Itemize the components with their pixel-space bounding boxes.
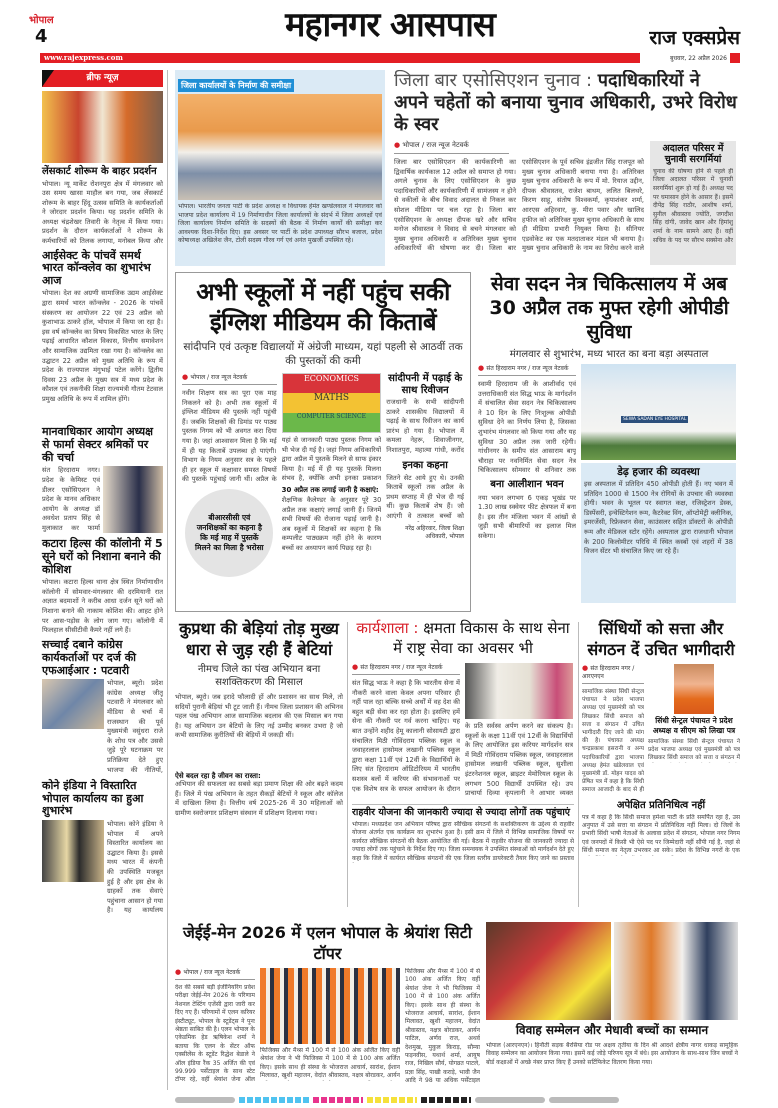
section-subhead: 30 अप्रैल तक लगाई जानी है कक्षाएं: bbox=[281, 486, 379, 494]
col bbox=[260, 968, 400, 1085]
brief-body: संत हिरदाराम नगर। प्रदेश के केमिस्ट एवं डीलर एसोसिएशन ने प्रदेश के मानव अधिकार आयोग के अध्यक्ष डॉ अवधेश प्रताप सिंह से मुलाकात कर फार्मा bbox=[42, 466, 100, 532]
row bbox=[478, 364, 740, 603]
info-box bbox=[581, 463, 736, 603]
story-text: जिला बार एसोसिएशन की कार्यकारिणी का द्विवार्षिक कार्यकाल 12 अप्रैल को समाप्त हो गया। अगले चुनाव के लिए एसोसिएशन के कुछ पदाधिकारियों और कार्यकारिणी में सामंजस्य न होने से वकीलों के बीच विवाद अदालत से निकल कर सोशल मीडिया पर चल रहा है। जिला बार एसोसिएशन के अध्यक्ष दीपक खरे और सचिव मनोज श्रीवास्तव ने विवाद से बचने मंगलवार को मुख्य चुनाव अधिकारी व अतिरिक्त मुख्य चुनाव अधिकारियों की घोषणा कर दी। जिला बार एसोसिएशन के पूर्व सचिव इंद्रजीत सिंह राजपूत को मुख्य चुनाव अधिकारी बनाया गया है। अतिरिक्त मुख्य चुनाव अधिकारी के रूप में मो. रियाज उद्दीन, दीपक श्रीवास्तव, राजेश बाथम, ललित बिलथरे, किरण साहू, संतोष विश्वकर्मा, कृपाशंकर शर्मा, आरएस अहिरवार, कु. मीरा पवार और खालिद हफीज को अतिरिक्त मुख्य चुनाव अधिकारी के साथ ही मीडिया प्रभारी नियुक्त किया है। सीनियर एडवोकेट का एक मतदाताकर मंडल भी बनाया है। मुख्य चुनाव अधिकारी के नाम का विरोध करने वाले bbox=[394, 158, 644, 253]
bar-association-story bbox=[394, 70, 740, 268]
magenta-swatches bbox=[313, 1097, 363, 1103]
byline: ● भोपाल / राज न्यूज नेटवर्क bbox=[394, 141, 509, 154]
photos bbox=[486, 922, 738, 1020]
sindhi-content bbox=[582, 664, 740, 795]
book-computer-science: COMPUTER SCIENCE bbox=[283, 413, 381, 432]
brief-headline: कटारा हिल्स की कॉलोनी में 5 सूने घरों को निशाना बनाने की कोशिश bbox=[42, 537, 163, 576]
story-text-cont: फिजिक्स और मैथ्स में 100 में से 100 अंक अर्जित किए वहीं श्रेयांश जेना ने भी फिजिक्स में 100 में से 100 अंक अर्जित किए। इसके साथ ही संस्था के भोजराज आचार्य, सारांश, ईशान मिलावत, खुशी महाजन, वेदांत श्रीवास्तव, नक्षत्र बोरडकर, आर्यन पाटिल, अर्णव राज, अथर्व देशमुख, मुकुल किराड़, सौम्या फड़नवीस, यथार्थ शर्मा, आयुष राज, निखिल सौर्य, योगव्रत पाटले, प्रज्ञा सिंह, पाखी कराड़े, भावी जैन आदि ने 98 या अधिक पर्सेंटाइल bbox=[405, 968, 480, 1085]
col bbox=[582, 664, 644, 795]
schools-sidebar bbox=[386, 373, 464, 577]
section-subhead: बना आलीशान भवन bbox=[490, 479, 564, 490]
website-link[interactable]: www.rajexpress.com bbox=[44, 53, 123, 62]
issue-date: बुधवार, 22 अप्रैल 2026 bbox=[669, 55, 727, 62]
photo-caption: भोपाल। भारतीय जनता पार्टी के प्रदेश अध्यक्ष व विधायक हेमंत खण्डेलवाल ने मंगलवार को भाजपा प्रदेश कार्यालय में 19 निर्माणाधीन जिला कार्यालयों के संदर्भ में जिला अध्यक्षों एवं जिला कार्यालय निर्माण समिति के सदस्यों की बैठक में निर्माण कार्यों की समीक्षा कर आवश्यक दिशा-निर्देश दिए। इस अवसर पर पार्टी के प्रदेश उपाध्यक्ष सौरभ बजाज, प्रदेश कोषाध्यक्ष अखिलेश जैन, टोली सदस्य गौरव गर्ग एवं अनंत मुखर्जी उपस्थित रहे। bbox=[178, 203, 382, 245]
brief-headline: मानवाधिकार आयोग अध्यक्ष से फार्मा सेक्टर श्रमिकों पर की चर्चा bbox=[42, 425, 154, 464]
brief-item-row bbox=[42, 679, 163, 775]
col bbox=[282, 373, 382, 577]
story-text: नवीन शिक्षण सत्र का पूरा एक माह निकलने को है। अभी तक स्कूलों में इंग्लिश मीडियम की पुस्तकें नहीं पहुंची हैं। जबकि शिक्षकों की डिमांड पर पाठ्य पुस्तक निगम को भी अवगत करा दिया गया है। जहां आश्वासन मिला है कि मई में ही यह किताबें उपलब्ध हो पाएंगी। विभाग के नियम अनुसार सत्र के पहले ही हर स्कूल में कक्षावार समस्त विषयों की पुस्तकें पहुंचाई जानी थीं। अप्रैल के bbox=[182, 389, 277, 484]
masthead bbox=[0, 0, 778, 66]
headline-text: क्षमता विकास के साथ सेना में राष्ट्र सेवा का अवसर भी bbox=[393, 619, 570, 657]
workshop-photo bbox=[465, 663, 573, 719]
pull-quote bbox=[185, 489, 273, 577]
page-number: 4 bbox=[35, 26, 48, 47]
black-swatches bbox=[421, 1097, 471, 1103]
workshop-story bbox=[352, 618, 574, 914]
headline bbox=[394, 70, 740, 136]
brief-news-label: ब्रीफ न्यूज़ bbox=[86, 73, 119, 83]
story-text: के प्रति सर्वस्व अर्पण करने का संकल्प है। स्कूलों के कक्षा 11वीं एवं 12वीं के विद्यार्थियों के लिए आयोजित इस करियर मार्गदर्शन सत्र में मिठी गोविंदराम पब्लिक स्कूल, जवाहरलाल हासोमल लखानी पब्लिक स्कूल, सुशीला इंटरनेशनल स्कूल, ब्राइटर मेमोरियल स्कूल के लगभग 500 विद्यार्थी उपस्थित रहे। उप प्राचार्या दिव्या कृपलानी ने आभार व्यक्त bbox=[465, 722, 573, 798]
col bbox=[465, 663, 573, 798]
sindhi-story bbox=[582, 618, 740, 914]
hospital-sign: SEWA SADAN EYE HOSPITAL bbox=[623, 417, 687, 422]
brief-body: भोपाल, ब्यूरो। प्रदेश कांग्रेस अध्यक्ष जीतू पटवारी ने मंगलवार को मीडिया से चर्चा में राजस्थान की पूर्व मुख्यमंत्री वसुंधरा राजे के शोध पत्र और उससे जुड़े पूरे घटनाक्रम पर प्रतिक्रिया देते हुए भाजपा की नीतियों, bbox=[107, 679, 163, 774]
meeting-photo bbox=[103, 466, 163, 533]
brief-headline: कोने इंडिया ने विस्तारित भोपाल कार्यालय का हुआ शुभारंभ bbox=[42, 779, 144, 818]
brief-body: भोपाल। कोने इंडिया ने भोपाल में अपने विस्तारित कार्यालय का उद्घाटन किया है। इससे मध्य भारत में कंपनी की उपस्थिति मजबूत हुई है और इस क्षेत्र के ग्राहकों तक सेवाएं पहुंचाना आसान हो गया है। यह कार्यालय bbox=[107, 820, 163, 915]
pull-quote-text: बीआरसीसी एवं जनशिक्षकों का कहना है कि मई माह में पुस्तकें मिलने का मिला है भरोसा bbox=[195, 513, 264, 552]
brief-news-column bbox=[42, 70, 168, 1090]
brief-headline: लेंसकार्ट शोरूम के बाहर प्रदर्शन bbox=[42, 166, 157, 177]
red-rule bbox=[40, 53, 640, 63]
sidebar-text: चुनाव की घोषणा होने से पहले ही जिला अदालत परिसर में चुनावी सरगर्मियां शुरू हो गई हैं। अध्यक्ष पद पर घमासान होने के आसार हैं। इसमें दीपेंद्र सिंह राठौर, आशीष शर्मा, सुनील श्रीवास्तव ज्योति, जगदीश सिंह दांगी, जावेद खान और हिमांशु शर्मा के नाम सामने आए हैं। वहीं सचिव के पद पर सौरभ सक्सेना और bbox=[653, 167, 733, 244]
brief-headline: सच्चाई दबाने कांग्रेस कार्यकर्ताओं पर दर्ज की एफआईआर : पटवारी bbox=[42, 638, 137, 677]
story-text: भोपाल। मध्यप्रदेश जन अभियान परिषद द्वारा स्वैच्छिक संगठनों के सशक्तिकरण के उद्देश्य से राहवीर योजना अंतर्गत एक कार्यक्रम का शुभारंभ हुआ है। इसी क्रम में जिले में विभिन्न सामाजिक विषयों पर कार्यरत स्वैच्छिक संगठनों की बैठक आयोजित की गई। बैठक में राहवीर योजना की जानकारी ज्यादा से ज्यादा लोगों तक पहुंचाने के निर्देश दिए गए। जिला समन्वयक ने उपस्थित संस्थाओं को मार्गदर्शन देते हुए कहा कि जिले में कार्यरत स्वैच्छिक संगठनों की एक जिला स्तरीय डायरेक्टरी तैयार किए जाने का प्रस्ताव bbox=[352, 820, 574, 862]
subheadline: मंगलवार से शुभारंभ, मध्य भारत का बना बड़ा अस्पताल bbox=[509, 349, 709, 360]
row bbox=[175, 968, 480, 1085]
col bbox=[478, 364, 576, 603]
schools-main bbox=[182, 373, 464, 577]
rahveer-story bbox=[352, 804, 574, 863]
row bbox=[352, 663, 574, 798]
story-text: भोपाल, ब्यूरो। जब इरादे फौलादी हों और प्रशासन का साथ मिले, तो सदियों पुरानी बेड़ियां भी टूट जाती हैं। नीमच जिला प्रशासन की अभिनव पहल पंख अभियान आज सामाजिक बदलाव की एक मिसाल बन गया है। यह अभियान उन बेटियों के लिए नई उम्मीद बनकर उभरा है जो कभी सामाजिक कुरीतियों की बेड़ियों में जकड़ी थीं। bbox=[175, 693, 343, 740]
say-name: नरेंद्र अहिरवार, जिला शिक्षा अधिकारी, भोपाल bbox=[405, 524, 465, 540]
story-text: यहां से जानकारी पाठ्य पुस्तक निगम को भी भेज दी गई है। जहां निगम अधिकारियों द्वारा अप्रैल में पुस्तकें मिलने से साफ इंकार किया है। मई में ही यह पुस्तकें मिलना संभव है, क्योंकि अभी इनका प्रकाशन bbox=[281, 436, 382, 483]
story-text: अभियान की सफलता का सबसे बड़ा प्रमाण शिक्षा की ओर बढ़ते कदम हैं। जिले में पंख अभियान के तहत सैकड़ों बेटियों ने स्कूल और कॉलेज में दाखिला लिया है। वित्तीय वर्ष 2025-26 में 30 महिलाओं को ग्रामीण स्वरोजगार प्रशिक्षण संस्थान में प्रशिक्षण दिलाया गया। bbox=[175, 780, 343, 817]
brief-headline: आईसेक्ट के पांचवें समर्थ भारत कॉन्क्लेव का शुभारंभ आज bbox=[42, 248, 151, 287]
brief-body: भोपाल। कटारा हिल्स थाना क्षेत्र स्थित निर्माणाधीन कॉलोनी में सोमवार-मंगलवार की दरमियानी रात अज्ञात बदमाशों ने करीब आधा दर्जन सूने घरों को निशाना बनाने की नाकाम कोशिश की। आहट होने पर आस-पड़ोस के लोग जाग गए। कॉलोनी में फिलहाल सीसीटीवी कैमरे नहीं लगे हैं। bbox=[42, 578, 163, 635]
yellow-swatches bbox=[367, 1097, 417, 1103]
cyan-swatches bbox=[239, 1097, 309, 1103]
story-text: फिजिक्स और मैथ्स में 100 में से 100 अंक अर्जित किए वहीं श्रेयांश जेना ने भी फिजिक्स में 100 में से 100 अंक अर्जित किए। इसके साथ ही संस्था के भोजराज आचार्य, सारांश, ईशान मिलावत, खुशी महाजन, वेदांत श्रीवास्तव, नक्षत्र बोरडकर, आर्यन bbox=[260, 1047, 400, 1080]
schools-story bbox=[175, 272, 471, 612]
col bbox=[182, 373, 277, 577]
color-registration-marks bbox=[175, 1096, 735, 1104]
byline: ● भोपाल / राज न्यूज नेटवर्क bbox=[182, 373, 277, 385]
review-photo-box bbox=[175, 70, 385, 266]
box-title: डेढ़ हजार की व्यवस्था bbox=[617, 466, 700, 478]
sidebar-text: राजधानी के सभी सांदीपनी ठाकरे शासकीय विद्यालयों में पढ़ाई के साथ रिवीजन का कार्य प्रारंभ हो गया है। भोपाल में कमला नेहरू, शिवाजीनगर, निशातपुरा, महात्मा गांधी, करोंद bbox=[386, 398, 465, 454]
headline: विवाह सम्मेलन और मेधावी बच्चों का सम्मान bbox=[515, 1023, 709, 1037]
sidebar-title: अदालत परिसर में चुनावी सरगर्मियां bbox=[662, 143, 724, 165]
say-title: इनका कहना bbox=[402, 460, 448, 471]
books-image bbox=[282, 373, 382, 433]
story-text: भोपाल (आरएनएन)। हिनौती सड़क बैरसिया रोड पर अक्षय तृतीया के दिन श्री आदर्श क्षेत्रीय नागर धाकड़ सामूहिक विवाह सम्मेलन का आयोजन किया गया। इसमें कई जोड़े परिणय सूत्र में बंधे। इस आयोजन के साथ-साथ जिन बच्चों ने बोर्ड कक्षाओं में अच्छे नंबर प्राप्त किए हैं उनको सर्टिफिकेट वितरण किया गया। bbox=[486, 1041, 738, 1066]
headline: राहवीर योजना की जानकारी ज्यादा से ज्यादा लोगों तक पहुंचाएं bbox=[352, 807, 571, 818]
bjp-meeting-photo bbox=[178, 94, 382, 200]
say-text: जितने सेट आये हुए थे। उनकी किताबें स्कूलों तक अप्रैल के प्रथम सप्ताह में ही भेज दी गई थीं। कुछ किताबें शेष हैं। जो आएंगी वे तत्काल बच्चों को bbox=[386, 473, 465, 520]
hospital-photo bbox=[581, 364, 736, 460]
newspaper-logo: राज एक्सप्रेस bbox=[649, 27, 740, 49]
headline: कुप्रथा की बेड़ियां तोड़ मुख्य धारा से जुड़ रही हैं बेटियां bbox=[179, 619, 339, 659]
hospital-story bbox=[478, 272, 740, 612]
wedding-story bbox=[486, 922, 738, 1090]
story-text: देश की सबसे बड़ी इंजीनियरिंग प्रवेश परीक्षा जेईई-मेन 2026 के परिणाम नेशनल टेस्टिंग एजेंसी द्वारा जारी कर दिए गए हैं। परिणामों में एलन करियर इंस्टीट्यूट, भोपाल के स्टूडेंट्स ने पुनः श्रेष्ठता साबित की है। एलन भोपाल के एकेडमिक हेड ऋषिकेश शर्मा ने बताया कि एलन के सेंटर ऑफ एक्सीलेंस के स्टूडेंट रिद्धेश बेडाले ने ऑल इंडिया रैंक 35 अर्जित की एवं 99.999 पर्सेंटाइल के साथ स्टेट टॉपर रहे, वहीं श्रेयांश जेना ऑल bbox=[175, 984, 255, 1084]
story-text: संत सिद्ध भाऊ ने कहा है कि भारतीय सेना में नौकरी करने वाला केवल अपना परिवार ही नहीं पाल रहा बल्कि सच्चे अर्थों में वह देश की बहुत बड़ी सेवा कर रहा होता है। इसलिए हमें सेना की नौकरी पर गर्व करना चाहिए। यह बात उन्होंने शहीद हेमू कालानी सोसायटी द्वारा संचालित मिठी गोविंदराम पब्लिक स्कूल व जवाहरलाल हासोमल लखानी पब्लिक स्कूल द्वारा कक्षा 11वीं एवं 12वीं के विद्यार्थियों के लिए संत हिरदाराम ऑडिटोरियम में भारतीय सशस्त्र बलों में करियर की संभावनाओं पर एक विशेष सत्र के सफल आयोजन के दौरान bbox=[352, 679, 460, 793]
story-text-cont: सामाजिक संस्था सिंधी सेन्ट्रल पंचायत ने प्रदेश भाजपा अध्यक्ष एवं मुख्यमंत्री को पत्र लिखकर सिंधी समाज को सत्ता व संगठन में bbox=[648, 739, 740, 762]
jee-story bbox=[175, 922, 480, 1090]
headline: सिंधियों को सत्ता और संगठन दें उचित भागीदारी bbox=[587, 619, 735, 659]
col bbox=[352, 663, 460, 798]
col bbox=[648, 664, 740, 795]
section-title: महानगर आसपास bbox=[285, 5, 495, 45]
kupratha-story bbox=[175, 618, 343, 914]
divider bbox=[347, 622, 348, 907]
wedding-photo bbox=[486, 922, 611, 1020]
divider bbox=[578, 622, 579, 907]
box-text: इस अस्पताल में प्रतिदिन 450 ओपीडी होती हैं। नए भवन में प्रतिदिन 1000 से 1500 नेत्र रोगियों के उपचार की व्यवस्था होगी। भवन के भूतल पर स्वागत कक्ष, रजिस्ट्रेशन डेस्क, डिस्पेंसरी, इन्वेस्टिगेशन रूम, कैटरेक्ट विंग, ऑप्टोमेट्री क्लीनिक, इमरजेंसी, रिफ्रेक्शन सेवा, काउंसलर सहित डॉक्टरों के ओपीडी रूम और मेडिकल स्टोर रहेंगे। अस्पताल द्वारा राजधानी भोपाल के 200 किलोमीटर परिधि में स्थित कस्बों एवं शहरों में 38 विजन सेंटर भी संचालित किए जा रहे हैं। bbox=[584, 480, 733, 556]
red-rule-end bbox=[730, 53, 740, 63]
gray-bar bbox=[549, 1097, 619, 1103]
city-label: भोपाल bbox=[29, 15, 54, 26]
headline-text: पदाधिकारियों ने अपने चहेतों को बनाया चुनाव अधिकारी, उभरे विरोध के स्वर bbox=[394, 70, 737, 135]
toppers-photo bbox=[260, 968, 400, 1044]
brief-news-header bbox=[42, 70, 163, 87]
gray-bar bbox=[475, 1097, 545, 1103]
brief-body: भोपाल। न्यू मार्केट रोशनपुरा क्षेत्र में मंगलवार को उस समय खासा माहौल बन गया, जब लेंसकार्ट शोरूम के बाहर हिंदू उत्सव समिति के कार्यकर्ताओं ने जोरदार प्रदर्शन किया। यह प्रदर्शन समिति के अध्यक्ष चंद्रशेखर तिवारी के नेतृत्व में किया गया। प्रदर्शन के दौरान कार्यकर्ताओं ने शोरूम के कर्मचारियों को तिलक लगाया, मनोबल किया और bbox=[42, 179, 163, 246]
sidebar-title: सांदीपनी में पढ़ाई के साथ रिवीजन bbox=[388, 373, 463, 396]
story-text: पत्र में कहा है कि सिंधी समाज हमेशा पार्टी के प्रति समर्पित रहा है, उस अनुपात में उसे सत्ता या संगठन में प्रतिनिधित्व नहीं मिला। दो जिलों के प्रभारी सिंधी भाषी नेताओं के अलावा प्रदेश में संगठन, भोपाल नगर निगम एवं जनपदों में किसी भी ऐसे पद पर जिम्मेदारी नहीं सौंपी गई है, जहां से सिंधी समाज का नेतृत्व उभरकर आ सके। प्रदेश के विभिन्न नगरों के एक bbox=[582, 813, 740, 855]
col bbox=[581, 364, 736, 603]
headline bbox=[352, 618, 574, 658]
story-body bbox=[394, 141, 740, 265]
subheadline: सांदीपनि एवं उत्कृष्ट विद्यालयों में अंग्रेजी माध्यम, यहां पहली से आठवीं तक की पुस्तकों की कमी bbox=[183, 341, 463, 367]
book-economics: ECONOMICS bbox=[283, 374, 381, 393]
protest-photo bbox=[42, 91, 163, 163]
headline-prefix: जिला बार एसोसिएशन चुनाव : bbox=[394, 70, 593, 91]
photo-caption: सिंधी सेन्ट्रल पंचायत ने प्रदेश अध्यक्ष व सीएम को लिखा पत्र bbox=[652, 716, 736, 735]
section-subhead: अपेक्षित प्रतिनिधित्व नहीं bbox=[616, 800, 706, 811]
headline-prefix: कार्यशाला : bbox=[356, 619, 419, 637]
book-maths: MATHS bbox=[283, 393, 381, 412]
story-text: शैक्षणिक कैलेण्डर के अनुसार पूरे 30 अप्रैल तक कक्षाएं लगाई जानी हैं। जिनमें सभी विषयों की रोजाना पढ़ाई जानी है। अब स्कूलों में शिक्षकों का कहना है कि कम्पलीट पाठ्यक्रम नहीं होने के कारण बच्चों का अध्यापन कार्य पिछड़ रहा है। bbox=[281, 496, 382, 553]
photo-label: जिला कार्यालयों के निर्माण की समीक्षा bbox=[178, 79, 294, 92]
gray-bar bbox=[175, 1097, 235, 1103]
brief-item-row bbox=[42, 466, 163, 533]
brief-item-row bbox=[42, 820, 163, 916]
felicitation-photo bbox=[614, 922, 739, 1020]
headline: जेईई-मेन 2026 में एलन भोपाल के श्रेयांश सिटी टॉपर bbox=[183, 923, 472, 963]
headline: अभी स्कूलों में नहीं पहुंच सकी इंग्लिश मीडियम की किताबें bbox=[196, 278, 450, 336]
col bbox=[175, 968, 255, 1085]
kone-office-photo bbox=[42, 820, 104, 882]
story-text: नया भवन लगभग 6 एकड़ भूखंड पर 1.30 लाख स्क्वेयर फीट क्षेत्रफल में बना है। इस तीन मंजिला भवन में आंखों से जुड़ी सभी बीमारियों का इलाज मिल सकेगा। bbox=[478, 493, 576, 540]
headline: सेवा सदन नेत्र चिकित्सालय में अब 30 अप्रैल तक मुफ्त रहेगी ओपीडी सुविधा bbox=[489, 273, 729, 343]
story-text: सामाजिक संस्था सिंधी सेन्ट्रल पंचायत ने प्रदेश भाजपा अध्यक्ष एवं मुख्यमंत्री को पत्र लिखकर सिंधी समाज को सत्ता व संगठन में उचित भागीदारी दिए जाने की मांग की है। पंचायत अध्यक्ष चन्द्रप्रकाश इसरानी व अन्य पदाधिकारियों द्वारा भाजपा अध्यक्ष हेमंत खंडेलवाल एवं मुख्यमंत्री डॉ. मोहन यादव को प्रेषित पत्र में कहा है कि सिंधी समाज आजादी के बाद से ही bbox=[582, 689, 644, 794]
subheadline: नीमच जिले का पंख अभियान बना सशक्तिकरण की मिसाल bbox=[197, 664, 321, 688]
section-subhead: ऐसे बदल रहा है जीवन का रास्ता: bbox=[175, 772, 261, 780]
header-triangle bbox=[42, 70, 54, 87]
sidebar-box bbox=[650, 141, 736, 265]
byline: ● संत हिरदाराम नगर / राज न्यूज नेटवर्क bbox=[478, 364, 576, 376]
byline: ● संत हिरदाराम नगर / राज न्यूज नेटवर्क bbox=[352, 663, 460, 675]
story-columns bbox=[394, 141, 644, 265]
patwari-photo bbox=[42, 679, 104, 729]
story-text: स्वामी हिरदाराम जी के आशीर्वाद एवं उत्तराधिकारी संत सिद्ध भाऊ के मार्गदर्शन में संचालित सेवा सदन नेत्र चिकित्सालय ने 10 दिन के लिए निःशुल्क ओपीडी सुविधा देने का निर्णय लिया है, जिसका शुभारंभ मंगलवार को किया गया और यह सुविधा 30 अप्रैल तक जारी रहेगी। गांधीनगर के समीप संत आसाराम बापू चौराहा पर नवनिर्मित सेवा सदन नेत्र चिकित्सालय सोमवार से शनिवार तक bbox=[478, 380, 576, 475]
brief-body: भोपाल। देश का अग्रणी सामाजिक उद्यम आईसेक्ट द्वारा समर्थ भारत कॉन्क्लेव - 2026 के पांचवें संस्करण का आयोजन 22 एवं 23 अप्रैल को कुशाभाऊ ठाकरे हॉल, भोपाल में किया जा रहा है। इस वर्ष कॉन्क्लेव का विषय विकसित भारत के लिए पढ़ाई आधारित कौशल विकास, वित्तीय समावेशन और सामाजिक उद्यमिता रखा गया है। कॉन्क्लेव का उद्घाटन 22 अप्रैल को मुख्य अतिथि के रूप में प्रदेश के राज्यपाल मंगुभाई पटेल करेंगे। द्वितीय दिवस 23 अप्रैल के मुख्य सत्र में मध्य प्रदेश के कौशल एवं तकनीकी शिक्षा राज्यमंत्री गौतम टेटवाल प्रमुख अतिथि के रूप में शामिल होंगे। bbox=[42, 289, 163, 403]
byline: ● भोपाल / राज न्यूज नेटवर्क bbox=[175, 968, 255, 980]
byline: ● संत हिरदाराम नगर / आरएनएन bbox=[582, 664, 644, 684]
portrait-photo bbox=[674, 664, 714, 714]
